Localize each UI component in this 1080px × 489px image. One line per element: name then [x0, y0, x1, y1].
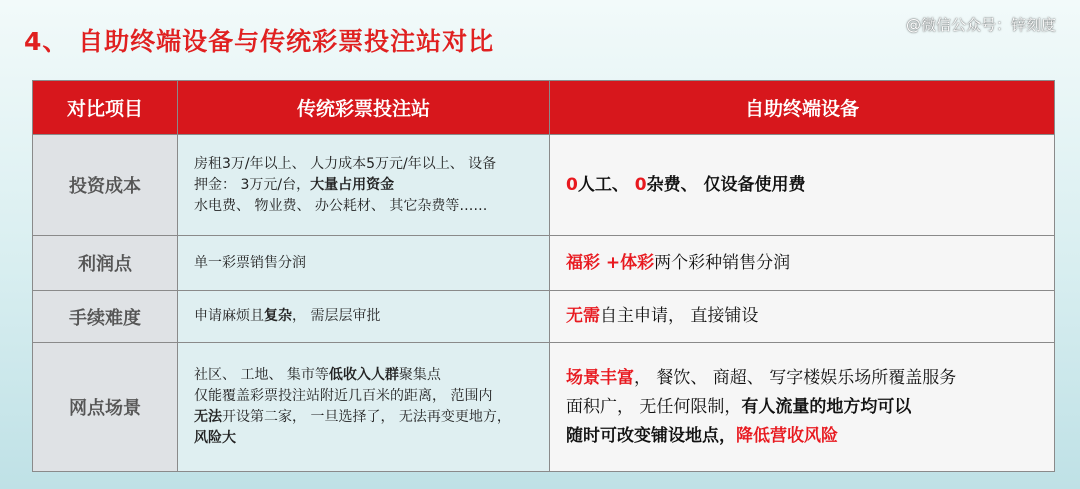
text-line	[566, 364, 1044, 393]
row-label: 手续难度	[33, 291, 178, 343]
watermark: @微信公众号：锌刻度	[905, 16, 1056, 34]
text-line	[194, 407, 539, 428]
header-self-service: 自助终端设备	[550, 81, 1055, 135]
table-row	[33, 135, 1055, 236]
text-segment: ， 餐饮、 商超、 写字楼娱乐场所覆盖服务	[634, 367, 957, 388]
highlight-text: 降低营收风险	[736, 425, 838, 446]
highlight-text: 0	[566, 174, 578, 195]
table-row	[33, 236, 1055, 291]
table-header-row	[33, 81, 1055, 135]
text-line	[194, 365, 539, 386]
table-row	[33, 291, 1055, 343]
text-line	[194, 306, 539, 327]
traditional-cell	[178, 343, 550, 472]
text-segment: 开设第二家， 一旦选择了， 无法再变更地方，	[222, 409, 511, 425]
text-line: 水电费、 物业费、 办公耗材、 其它杂费等……	[194, 197, 488, 214]
text-line: 风险大	[194, 430, 236, 446]
self-service-cell	[550, 236, 1055, 291]
text-line: 房租3万/年以上、 人力成本5万元/年以上、 设备	[194, 155, 497, 172]
text-line	[566, 393, 1044, 422]
comparison-table	[32, 80, 1055, 472]
text-segment: 社区、 工地、 集市等	[194, 367, 329, 383]
emphasis-text: 有人流量的地方均可以	[741, 396, 912, 417]
emphasis-text: 随时可改变铺设地点，	[566, 425, 736, 446]
text-line	[566, 249, 1044, 278]
emphasis-text: 大量占用资金	[310, 176, 395, 193]
self-service-cell	[550, 343, 1055, 472]
header-traditional: 传统彩票投注站	[178, 81, 550, 135]
row-label: 利润点	[33, 236, 178, 291]
text-line	[566, 171, 1044, 200]
text-line: 单一彩票销售分润	[194, 254, 306, 271]
text-segment: ， 需层层审批	[292, 308, 381, 324]
highlight-text: 场景丰富	[566, 367, 634, 388]
text-segment: 申请麻烦且	[194, 308, 264, 324]
header-item: 对比项目	[33, 81, 178, 135]
traditional-cell	[178, 236, 550, 291]
row-label: 投资成本	[33, 135, 178, 236]
text-segment: 自主申请， 直接铺设	[600, 306, 759, 326]
emphasis-text: 无法	[194, 409, 222, 425]
self-service-cell	[550, 291, 1055, 343]
traditional-cell	[178, 135, 550, 236]
text-segment: 两个彩种销售分润	[654, 252, 791, 273]
self-service-cell	[550, 135, 1055, 236]
text-segment: 人工、	[577, 174, 635, 195]
text-segment: 杂费、 仅设备使用费	[646, 174, 806, 195]
emphasis-text: 低收入人群	[328, 367, 399, 383]
text-line	[566, 422, 1044, 451]
page-title: 4、 自助终端设备与传统彩票投注站对比	[24, 27, 495, 56]
traditional-cell	[178, 291, 550, 343]
text-line	[566, 302, 1044, 331]
text-segment: 面积广， 无任何限制，	[566, 396, 742, 417]
text-line	[194, 175, 539, 196]
row-label: 网点场景	[33, 343, 178, 472]
text-segment: 聚集点	[398, 367, 441, 383]
table-row	[33, 343, 1055, 472]
text-segment: 押金： 3万元/台，	[194, 176, 311, 193]
text-line: 仅能覆盖彩票投注站附近几百米的距离， 范围内	[194, 388, 493, 404]
highlight-text: 福彩 +体彩	[566, 252, 655, 273]
highlight-text: 无需	[566, 306, 600, 326]
highlight-text: 0	[634, 174, 647, 195]
emphasis-text: 复杂	[264, 308, 292, 324]
